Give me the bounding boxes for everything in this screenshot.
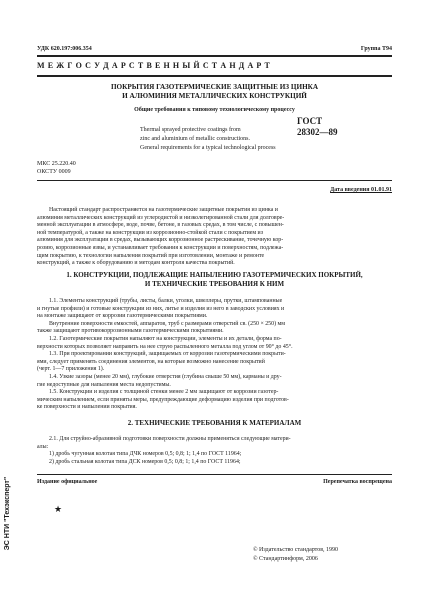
title-en-3: General requirements for a typical technological process xyxy=(140,145,276,151)
interstate-standard-banner: М Е Ж Г О С У Д А Р С Т В Е Н Н Ы Й С Т А Н Д А Р Т xyxy=(37,61,271,70)
title-subtitle: Общие требования к типовому технологическому процессу xyxy=(134,107,295,113)
intro-line: алюминия для эксплуатации в средах, вызывающих коррозионное растрескивание, точечную кор- xyxy=(37,237,284,244)
body-line: 1) дробь чугунная колотая типа ДЧК номеров 0,5; 0,8; 1; 1,4 по ГОСТ 11964; xyxy=(49,451,242,458)
sidebar-stamp-text: ЭС НТИ "Техэксперт" xyxy=(4,476,11,551)
title-line-1: ПОКРЫТИЯ ГАЗОТЕРМИЧЕСКИЕ ЗАЩИТНЫЕ ИЗ ЦИНКА xyxy=(110,83,319,91)
codes-rule xyxy=(37,180,392,181)
body-line: Внутренние поверхности емкостей, аппаратов, труб с размерами отверстий св. (250 × 250) мм xyxy=(49,320,285,327)
intro-line: конструкций, а также к оборудованию и методам контроля качества покрытий. xyxy=(37,260,235,267)
title-en-1: Thermal sprayed protective coatings from xyxy=(140,127,241,133)
group-code: Группа Т94 xyxy=(360,46,392,52)
body-line: 1.4. Узкие зазоры (менее 20 мм), глубокие отверстия (глубина свыше 50 мм), карманы и дру- xyxy=(49,373,282,380)
copyright-1990: © Издательство стандартов, 1990 xyxy=(253,547,339,553)
body-line: ями, следует применять соединения элементов, на которые возможно нанесение покрытий xyxy=(37,358,265,365)
body-line: 1.5. Конструкции и изделия с толщиной стенки менее 2 мм защищают от коррозии газотер- xyxy=(49,389,279,396)
gost-number: 28302—89 xyxy=(297,127,338,137)
intro-paragraph xyxy=(37,207,392,268)
section-1-heading-line-2: И ТЕХНИЧЕСКИЕ ТРЕБОВАНИЯ К НИМ xyxy=(144,280,285,288)
title-en-2: zinc and aluminium of metallic constructions. xyxy=(140,136,250,142)
body-line: ке поверхности и напылении покрытия. xyxy=(37,404,137,411)
section-2-body xyxy=(37,436,392,466)
star-icon: ★ xyxy=(54,504,63,514)
body-line: верхности которых позволяет направить на нее струю распыленного металла под углом от 90° до 45°. xyxy=(37,343,293,350)
footer-rule xyxy=(37,474,392,475)
section-1-body xyxy=(37,298,392,412)
body-line: и гнутые профили) и готовые конструкции из них, литье и изделия из него в заводских условиях и xyxy=(37,305,285,312)
sidebar-stamp xyxy=(3,430,13,595)
banner-rule xyxy=(37,75,392,77)
gost-label: ГОСТ xyxy=(297,116,323,126)
intro-line: алюминия металлических конструкций из углеродистой и низколегированной стали для долговре- xyxy=(37,214,285,221)
intro-line: Настоящий стандарт распространяется на газотермические защитные покрытия из цинка и xyxy=(49,207,278,213)
intro-line: щим покрытию, к технологии напыления покрытий при изготовлении, монтаже и ремонте xyxy=(37,252,265,259)
reprint-prohibited: Перепечатка воспрещена xyxy=(323,479,392,485)
title-line-2: И АЛЮМИНИЯ МЕТАЛЛИЧЕСКИХ КОНСТРУКЦИЙ xyxy=(122,92,307,100)
body-line: гие недоступные для напыления места недопустимы. xyxy=(37,381,171,388)
body-line: 2) дробь стальная колотая типа ДСК номеров 0,5; 0,8; 1; 1,4 по ГОСТ 11964; xyxy=(49,458,241,465)
mks-code: МКС 25.220.40 xyxy=(37,161,76,167)
body-line: мическим напылением, если приняты меры, предупреждающие деформацию изделия при подготов- xyxy=(37,396,289,403)
udc-code: УДК 620.197:006.354 xyxy=(37,46,92,52)
body-line: 2.1. Для струйно-абразивной подготовки поверхности должны применяться следующие матери- xyxy=(49,436,291,442)
copyright-2006: © Стандартинформ, 2006 xyxy=(253,556,318,562)
okstu-code: ОКСТУ 0009 xyxy=(37,169,71,175)
body-line: 1.1. Элементы конструкций (трубы, листы, балки, уголки, швеллеры, прутки, штампованные xyxy=(49,298,283,304)
intro-date: Дата введения 01.01.91 xyxy=(330,187,392,193)
body-line: (черт. 1—7 приложения 1). xyxy=(37,366,105,373)
body-line: 1.3. При проектировании конструкций, защищаемых от коррозии газотермическими покрыти- xyxy=(49,351,286,358)
body-line: 1.2. Газотермические покрытия напыляют на конструкции, элементы и их детали, форма по- xyxy=(49,335,282,342)
body-line: алы: xyxy=(37,443,49,450)
intro-line: ной температурой, а также на конструкции из коррозионно-стойкой стали с покрытием из xyxy=(37,229,264,236)
section-2-heading: 2. ТЕХНИЧЕСКИЕ ТРЕБОВАНИЯ К МАТЕРИАЛАМ xyxy=(127,419,302,427)
header-rule xyxy=(37,55,392,57)
body-line: также защищают противокоррозионными газотермическими покрытиями. xyxy=(37,328,224,335)
intro-line: менной эксплуатации в атмосфере, воде, почве, бетоне, в газовых средах, в том числе, с повышен- xyxy=(37,222,284,229)
official-edition: Издание официальное xyxy=(37,479,98,485)
section-1-heading-line-1: 1. КОНСТРУКЦИИ, ПОДЛЕЖАЩИЕ НАПЫЛЕНИЮ ГАЗОТЕРМИЧЕСКИХ ПОКРЫТИЙ, xyxy=(66,271,363,279)
body-line: на монтаже защищают от коррозии газотермическими покрытиями. xyxy=(37,313,208,320)
intro-line: розию, коррозионные язвы, и устанавливает требования к конструкции и поверхностям, подлежа- xyxy=(37,244,284,251)
